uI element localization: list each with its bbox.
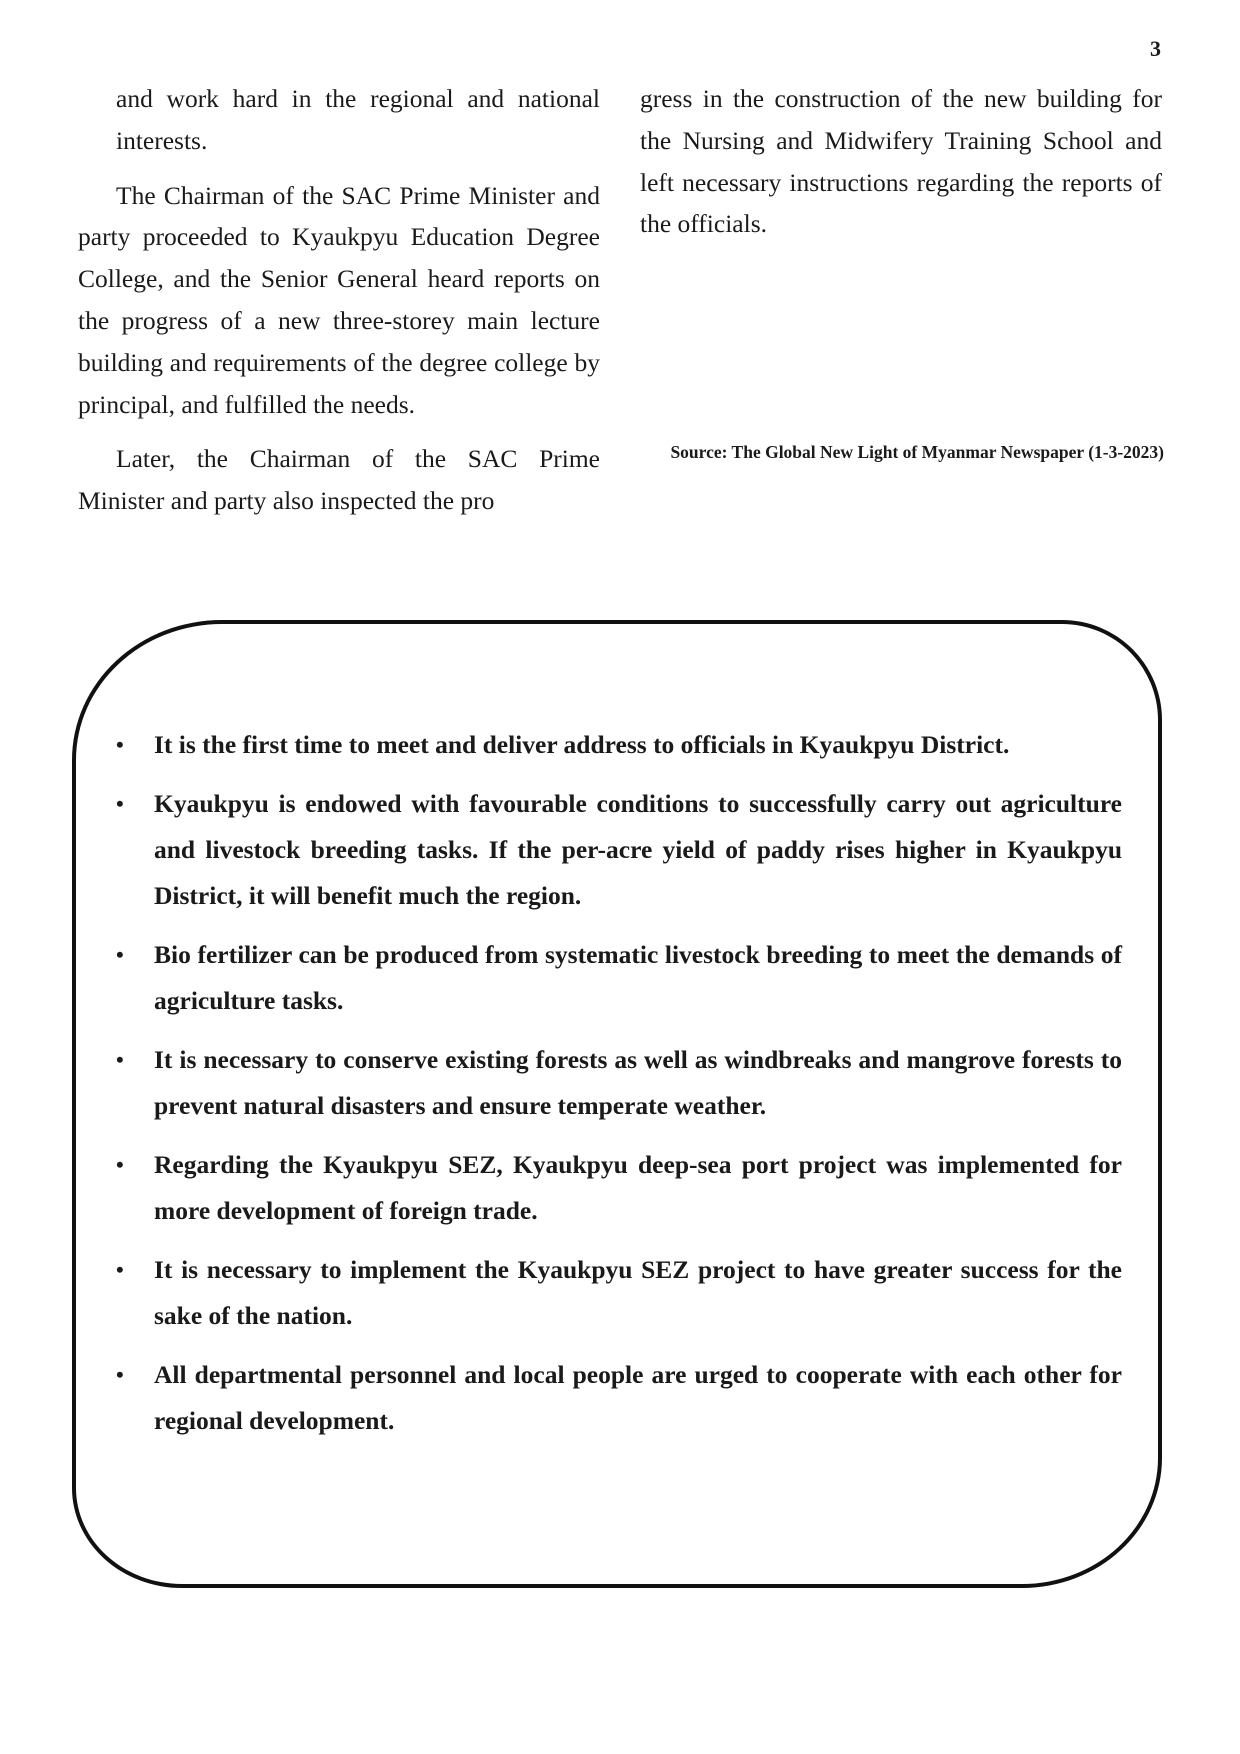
summary-item-text: Regarding the Kyaukpyu SEZ, Kyaukpyu deep-sea port project was implemented for more development of foreign trade. — [154, 1150, 1122, 1225]
summary-item — [112, 1037, 1122, 1129]
paragraph-continuation: and work hard in the regional and national interests. — [116, 84, 600, 155]
right-text-column — [640, 78, 1162, 258]
page-number: 3 — [1150, 36, 1161, 61]
summary-item — [112, 781, 1122, 919]
bullet-icon: • — [116, 732, 124, 757]
summary-item-text: It is necessary to conserve existing forests as well as windbreaks and mangrove forests to prevent natural disasters and ensure temperate weather. — [154, 1045, 1122, 1120]
summary-item — [112, 1352, 1122, 1444]
bullet-icon: • — [116, 791, 124, 816]
summary-item — [112, 932, 1122, 1024]
summary-item-text: It is the first time to meet and deliver address to officials in Kyaukpyu District. — [154, 730, 1010, 759]
summary-item — [112, 1247, 1122, 1339]
left-text-column — [78, 78, 600, 535]
summary-item-text: Bio fertilizer can be produced from systematic livestock breeding to meet the demands of agriculture tasks. — [154, 940, 1122, 1015]
summary-item — [112, 1142, 1122, 1234]
bullet-icon: • — [116, 1047, 124, 1072]
paragraph-inspection: Later, the Chairman of the SAC Prime Minister and party also inspected the pro — [78, 444, 600, 516]
summary-item-text: It is necessary to implement the Kyaukpyu SEZ project to have greater success for the sake of the nation. — [154, 1255, 1122, 1330]
bullet-icon: • — [116, 1362, 124, 1387]
summary-item — [112, 722, 1122, 768]
summary-item-text: Kyaukpyu is endowed with favourable conditions to successfully carry out agriculture and livestock breeding tasks. If the per-acre yield of paddy rises higher in Kyaukpyu District, it will benefit much the region. — [154, 789, 1122, 910]
bullet-icon: • — [116, 942, 124, 967]
source-citation: Source: The Global New Light of Myanmar Newspaper (1-3-2023) — [670, 442, 1164, 462]
summary-bullet-list — [112, 722, 1122, 1457]
summary-item-text: All departmental personnel and local people are urged to cooperate with each other for regional development. — [154, 1360, 1122, 1435]
bullet-icon: • — [116, 1257, 124, 1282]
paragraph-nursing-school: gress in the construction of the new building for the Nursing and Midwifery Training School and left necessary instructions regarding the reports of the officials. — [640, 84, 1162, 239]
bullet-icon: • — [116, 1152, 124, 1177]
paragraph-degree-college: The Chairman of the SAC Prime Minister and party proceeded to Kyaukpyu Education Degree College, and the Senior General heard reports on the progress of a new three-storey main lecture building and requirements of the degree college by principal, and fulfilled the needs. — [78, 180, 600, 419]
